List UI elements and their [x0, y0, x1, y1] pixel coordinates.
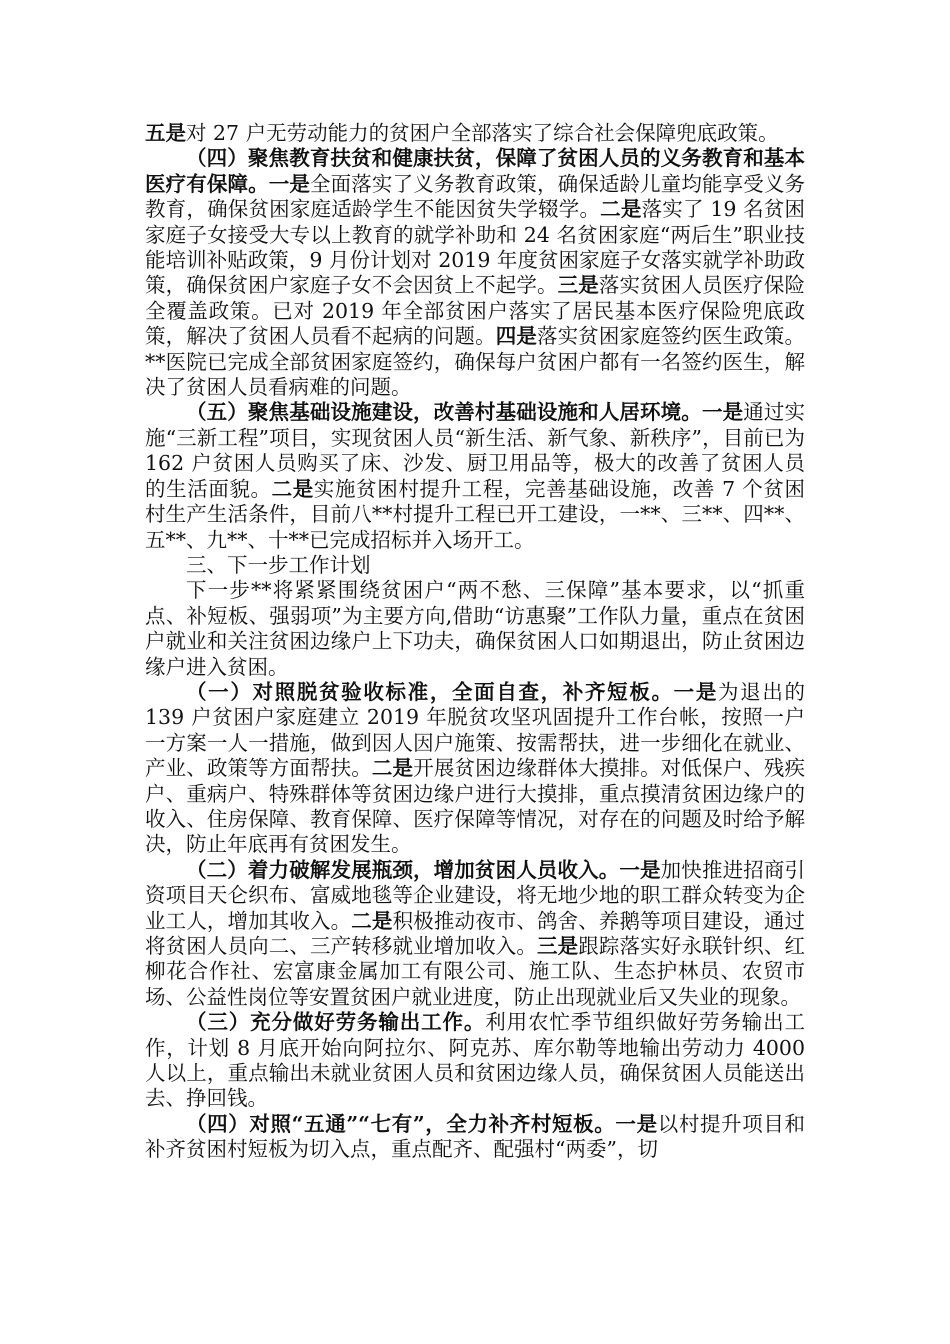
- text-run: 全面落实了义务教育政策，确保适龄儿童均能享受义务教育，确保贫困家庭适龄学生不能因贫失学辍学。: [145, 171, 806, 222]
- text-run: 利用农忙季节组织做好劳务输出工作，计划 8 月底开始向阿拉尔、阿克苏、库尔勒等地输出劳动力 4000 人以上，重点输出未就业贫困人员和贫困边缘人员，确保贫困人员能送出去、挣回钱。: [145, 1010, 805, 1111]
- paragraph: [145, 680, 805, 858]
- bold-text-run: （二）着力破解发展瓶颈，增加贫困人员收入。一是: [186, 857, 661, 882]
- text-run: 开展贫困边缘群体大摸排。对低保户、残疾户、重病户、特殊群体等贫困边缘户进行大摸排，重点摸清贫困边缘户的收入、住房保障、教育保障、医疗保障等情况，对存在的问题及时给予解决，防止年底再有贫困发生。: [145, 756, 806, 857]
- text-run: 三、下一步工作计划: [186, 552, 371, 577]
- text-run: 落实贫困家庭签约医生政策。**医院已完成全部贫困家庭签约，确保每户贫困户都有一名签约医生，解决了贫困人员看病难的问题。: [145, 324, 806, 400]
- paragraph: [145, 146, 805, 400]
- bold-text-run: （五）聚焦基础设施建设，改善村基础设施和人居环境。一是: [186, 400, 744, 425]
- text-run: 以村提升项目和补齐贫困村短板为切入点，重点配齐、配强村“两委”，切: [145, 1111, 805, 1162]
- bold-text-run: 三是: [536, 934, 579, 958]
- bold-text-run: 四是: [495, 324, 537, 349]
- bold-text-run: 二是: [351, 908, 393, 933]
- text-run: 落实贫困人员医疗保险全覆盖政策。已对 2019 年全部贫困户落实了居民基本医疗保险兜底政策，解决了贫困人员看不起病的问题。: [145, 273, 806, 349]
- paragraph: [145, 858, 805, 1010]
- bold-text-run: 二是: [600, 197, 642, 222]
- document-body: [145, 121, 805, 1163]
- bold-text-run: 二是: [271, 476, 314, 501]
- text-run: 对 27 户无劳动能力的贫困户全部落实了综合社会保障兜底政策。: [186, 121, 779, 145]
- text-run: 为退出的 139 户贫困户家庭建立 2019 年脱贫攻坚巩固提升工作台帐，按照一户一方案一人一措施，做到因人因户施策、按需帮扶，进一步细化在就业、产业、政策等方面帮扶。: [145, 679, 805, 781]
- paragraph: [145, 578, 805, 680]
- bold-text-run: （四）对照“五通”“七有”，全力补齐村短板。一是: [186, 1111, 658, 1136]
- bold-text-run: （一）对照脱贫验收标准，全面自查，补齐短板。一是: [186, 679, 718, 704]
- text-run: 通过实施“三新工程”项目，实现贫困人员“新生活、新气象、新秩序”，目前已为 162 户贫困人员购买了床、沙发、厨卫用品等，极大的改善了贫困人员的生活面貌。: [145, 400, 806, 501]
- text-run: 积极推动夜市、鸽舍、养鹅等项目建设，通过将贫困人员向二、三产转移就业增加收入。: [145, 908, 806, 958]
- bold-text-run: 二是: [371, 756, 414, 781]
- paragraph: [145, 1010, 805, 1112]
- paragraph: [145, 121, 805, 146]
- text-run: 加快推进招商引资项目天仑织布、富威地毯等企业建设，将无地少地的职工群众转变为企业工人，增加其收入。: [145, 857, 805, 933]
- bold-text-run: 三是: [557, 273, 599, 298]
- bold-text-run: （四）聚焦教育扶贫和健康扶贫，保障了贫困人员的义务教育和基本医疗有保障。一是: [145, 146, 805, 196]
- text-run: 落实了 19 名贫困家庭子女接受大专以上教育的就学补助和 24 名贫困家庭“两后生”职业技能培训补贴政策，9 月份计划对 2019 年度贫困家庭子女落实就学补助政策，确保贫困户家庭子女不会因贫上不起学。: [145, 197, 806, 298]
- bold-text-run: （三）充分做好劳务输出工作。: [186, 1010, 486, 1035]
- paragraph: [145, 553, 805, 578]
- bold-text-run: 五是: [145, 121, 186, 145]
- paragraph: [145, 1112, 805, 1163]
- paragraph: [145, 400, 805, 552]
- text-run: 实施贫困村提升工程，完善基础设施，改善 7 个贫困村生产生活条件，目前八**村提升工程已开工建设，一**、三**、四**、五**、九**、十**已完成招标并入场开工。: [145, 476, 806, 552]
- text-run: 下一步**将紧紧围绕贫困户“两不愁、三保障”基本要求，以“抓重点、补短板、强弱项”为主要方向,借助“访惠聚”工作队力量，重点在贫困户就业和关注贫困边缘户上下功夫，确保贫困人口如期退出，防止贫困边缘户进入贫困。: [145, 578, 805, 679]
- text-run: 跟踪落实好永联针织、红柳花合作社、宏富康金属加工有限公司、施工队、生态护林员、农贸市场、公益性岗位等安置贫困户就业进度，防止出现就业后又失业的现象。: [145, 934, 806, 1009]
